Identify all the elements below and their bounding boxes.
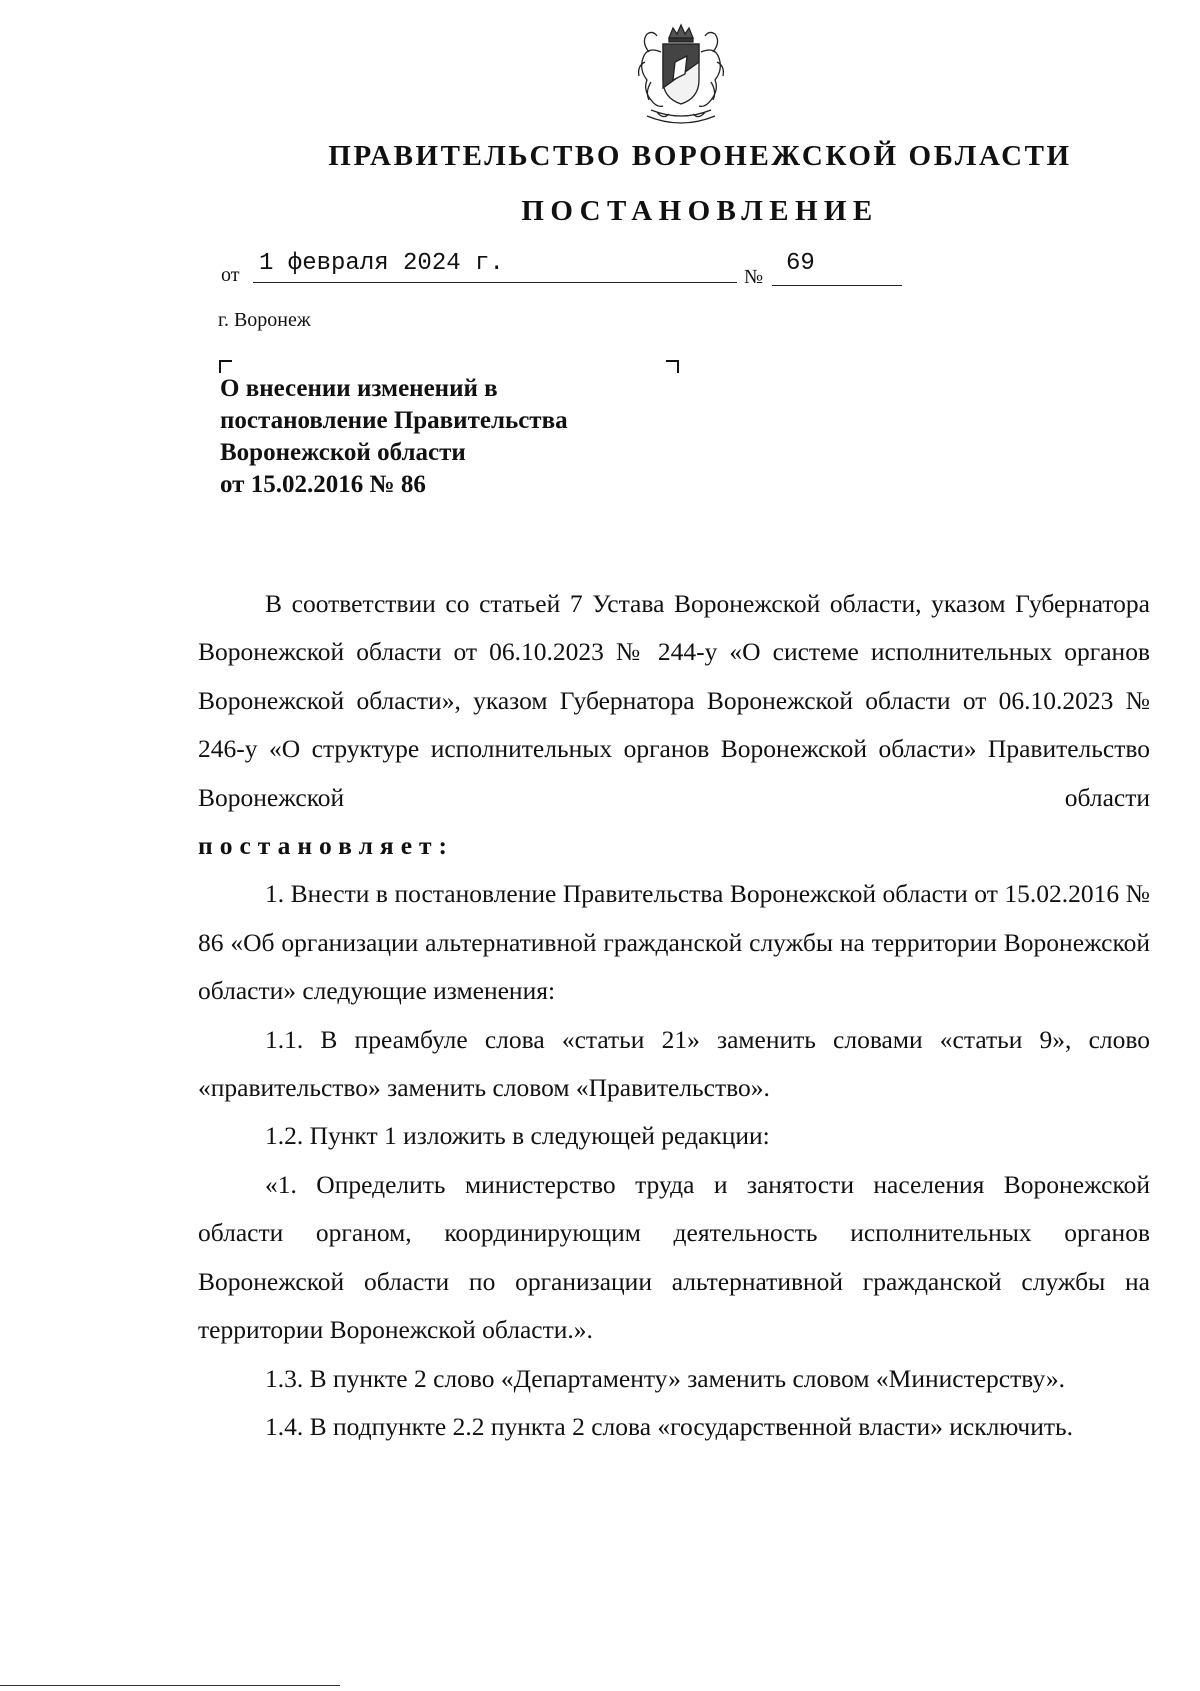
subject-line: Воронежской области xyxy=(220,439,466,466)
subject-bracket-left xyxy=(219,360,232,373)
number-prefix: № xyxy=(744,266,764,288)
subject-line: от 15.02.2016 № 86 xyxy=(220,471,426,498)
body-paragraph: 1.1. В преамбуле слова «статьи 21» заменить словами «статьи 9», слово «правительство» заменить словом «Правительство». xyxy=(198,1024,1150,1103)
coat-of-arms-icon xyxy=(633,22,729,130)
date-underline xyxy=(253,282,737,283)
document-number: 69 xyxy=(786,250,815,277)
body-paragraph: «1. Определить министерство труда и занятости населения Воронежской области органом, координирующим деятельность исполнительных органов Воронежской области по организации альтернативной гражданской службы на территории Воронежской области.». xyxy=(198,1169,1150,1345)
subject-line: О внесении изменений в xyxy=(220,375,498,402)
document-subject xyxy=(220,373,568,501)
number-underline xyxy=(772,285,902,286)
footer-rule xyxy=(0,1685,340,1686)
subject-line: постановление Правительства xyxy=(220,407,568,434)
date-number-line xyxy=(221,250,815,290)
date-prefix: от xyxy=(221,264,240,286)
document-date: 1 февраля 2024 г. xyxy=(259,250,504,277)
preamble-paragraph: В соответствии со статьей 7 Устава Воронежской области, указом Губернатора Воронежской области от 06.10.2023 № 244-у «О системе исполнительных органов Воронежской области», указом Губернатора Воронежской области от 06.10.2023 № 246-у «О структуре исполнительных органов Воронежской области» Правительство Воронежской области xyxy=(198,589,1150,812)
body-paragraph: 1.4. В подпункте 2.2 пункта 2 слова «государственной власти» исключить. xyxy=(265,1411,1074,1441)
organization-title: ПРАВИТЕЛЬСТВО ВОРОНЕЖСКОЙ ОБЛАСТИ xyxy=(328,140,1072,172)
city-label: г. Воронеж xyxy=(218,309,311,331)
body-paragraph: 1. Внести в постановление Правительства Воронежской области от 15.02.2016 № 86 «Об организации альтернативной гражданской службы на территории Воронежской области» следующие изменения: xyxy=(198,879,1150,1006)
document-body xyxy=(198,580,1150,1451)
body-paragraph: 1.2. Пункт 1 изложить в следующей редакции: xyxy=(265,1121,770,1151)
document-type-title: ПОСТАНОВЛЕНИЕ xyxy=(521,195,879,227)
subject-bracket-right xyxy=(666,360,679,373)
body-paragraph: 1.3. В пункте 2 слово «Департаменту» заменить словом «Министерству». xyxy=(265,1363,1065,1393)
resolves-word: постановляет: xyxy=(198,831,455,861)
